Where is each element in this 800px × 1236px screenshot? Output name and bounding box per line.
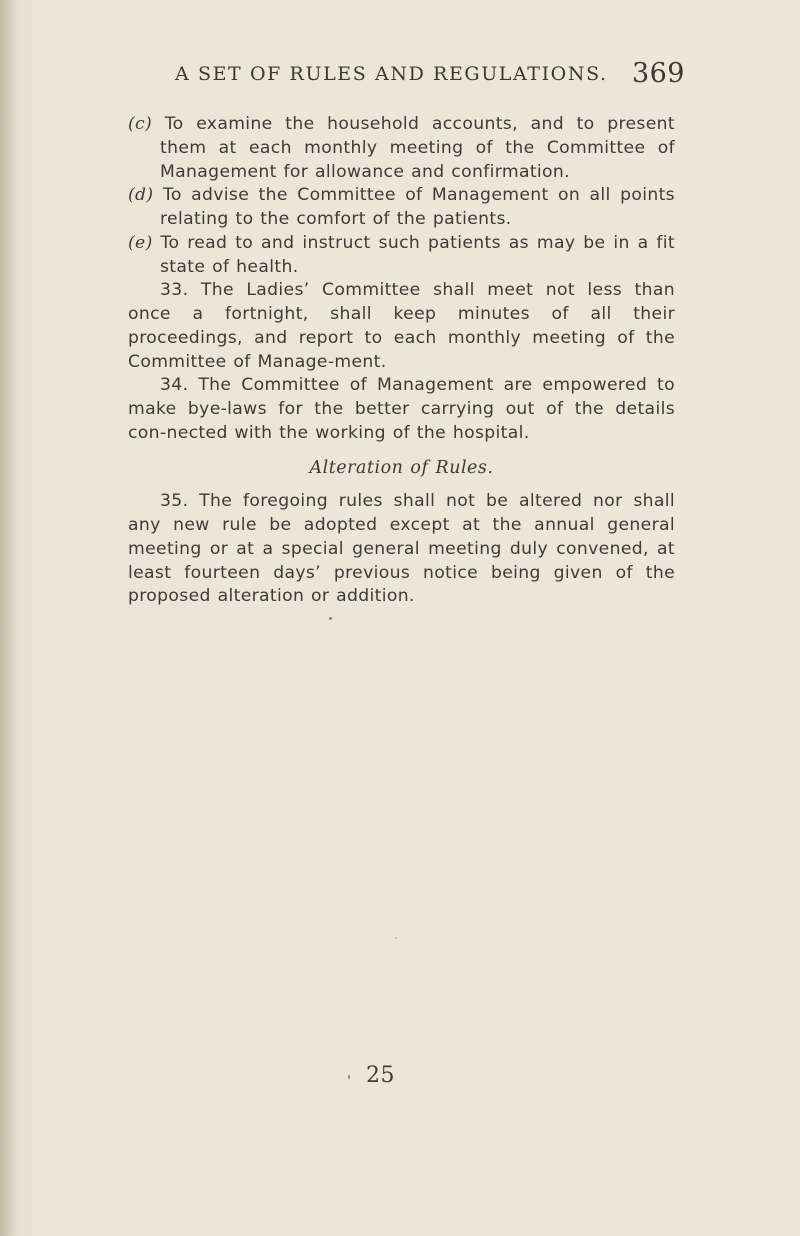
page-number: 369 <box>631 58 685 89</box>
item-text: To read to and instruct such patients as may be in a fit state of health. <box>160 232 675 277</box>
section-heading: Alteration of Rules. <box>309 457 494 478</box>
item-text: To examine the household accounts, and to present them at each monthly meeting of the Committee of Management for allowance and confirmation. <box>160 114 675 182</box>
paper-speck <box>395 937 397 939</box>
rule-35-paragraph: 35. The foregoing rules shall not be altered nor shall any new rule be adopted except at the annual general meeting or at a special general meeting duly convened, at least fourteen days’ previous notice being given of the proposed alteration or addition. <box>128 491 675 607</box>
running-title: A SET OF RULES AND REGULATIONS. <box>175 63 608 85</box>
item-marker: (d) <box>128 185 154 206</box>
item-marker: (c) <box>128 114 153 134</box>
rule-33-paragraph: 33. The Ladies’ Committee shall meet not less than once a fortnight, shall keep minutes of all their proceedings, and report to each monthly meeting of the Committee of Manage-ment. <box>128 280 675 372</box>
item-text: To advise the Committee of Management on all points relating to the comfort of the patients. <box>160 185 675 229</box>
page-gutter-shadow <box>0 0 18 1236</box>
item-marker: (e) <box>128 232 153 253</box>
rule-34-paragraph: 34. The Committee of Management are empowered to make bye-laws for the better carrying out of the details con-nected with the working of the hospital. <box>128 375 675 443</box>
paper-speck <box>329 617 332 620</box>
signature-mark: 25 <box>366 1063 395 1088</box>
paper-speck <box>348 1075 350 1079</box>
running-head <box>175 58 685 92</box>
body-text <box>128 113 675 609</box>
list-item <box>128 232 675 280</box>
list-item <box>128 113 675 184</box>
list-item <box>128 184 675 232</box>
